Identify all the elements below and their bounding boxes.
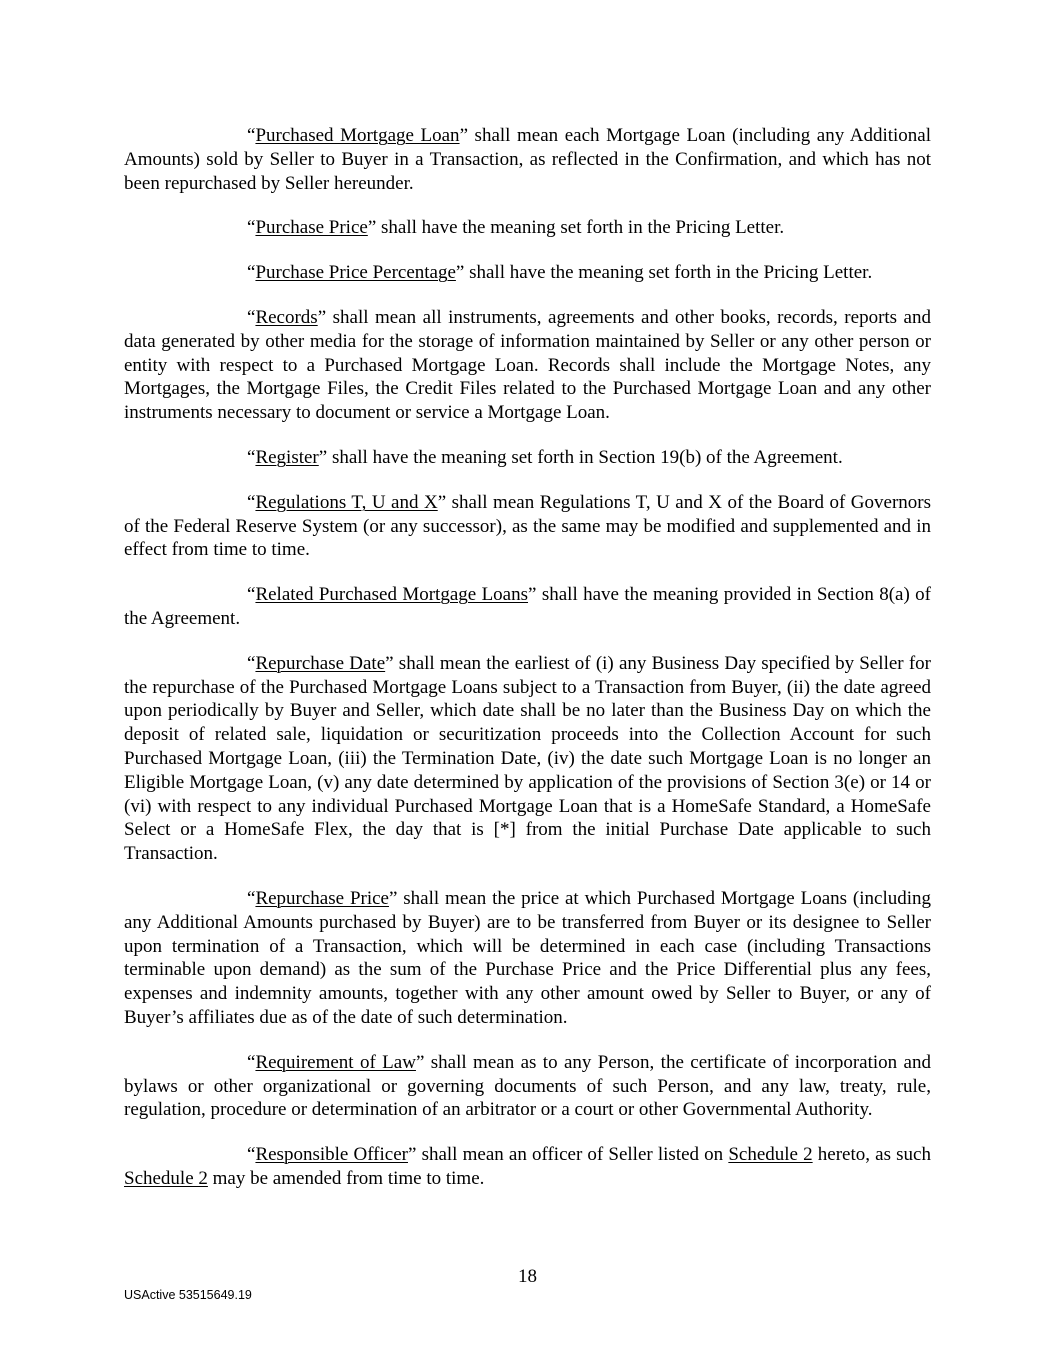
definition-repurchase-date: [124, 652, 931, 866]
open-quote: “: [247, 125, 256, 146]
document-id: USActive 53515649.19: [124, 1288, 252, 1302]
defined-term: Repurchase Price: [255, 887, 389, 909]
open-quote: “: [247, 446, 256, 468]
definition-text: may be amended from time to time.: [207, 1167, 485, 1189]
defined-term: Purchase Price: [255, 217, 368, 239]
defined-term: Related Purchased Mortgage Loans: [255, 584, 529, 606]
definition-text: ” shall mean the price at which Purchased Mortgage Loans (including any Additional Amounts purchased by Buyer) are to be transferred from Buyer or its designee to Seller upon termination of a Transaction, which will be determined in each case (including Transactions terminable upon demand) as the sum of the Purchase Price and the Price Differential plus any fees, expenses and indemnity amounts, together with any other amount owed by Seller to Buyer, or any of Buyer’s affiliates due as of the date of such determination.: [124, 887, 931, 1028]
definition-text: ” shall mean the earliest of (i) any Business Day specified by Seller for the repurchase of the Purchased Mortgage Loans subject to a Transaction from Buyer, (ii) the date agreed upon periodically by Buyer and Seller, which date shall be no later than the Business Day on which the deposit of related sale, liquidation or securitization proceeds into the Collection Account for such Purchased Mortgage Loan, (iii) the Termination Date, (iv) the date such Mortgage Loan is no longer an Eligible Mortgage Loan, (v) any date determined by application of the provisions of Section 3(e) or 14 or (vi) with respect to any individual Purchased Mortgage Loan that is a HomeSafe Standard, a HomeSafe Select or a HomeSafe Flex, the day that is [*] from the initial Purchase Date applicable to such Transaction.: [124, 652, 931, 865]
definition-related-purchased-mortgage-loans: [124, 583, 931, 631]
open-quote: “: [247, 652, 256, 674]
open-quote: “: [247, 306, 256, 328]
definition-purchased-mortgage-loan: [124, 124, 931, 195]
definition-text: ” shall have the meaning set forth in the Pricing Letter.: [367, 217, 785, 239]
open-quote: “: [247, 262, 256, 284]
open-quote: “: [247, 584, 256, 606]
definition-regulations-t-u-x: [124, 491, 931, 562]
definition-text: ” shall mean an officer of Seller listed on: [407, 1144, 729, 1166]
open-quote: “: [247, 1051, 256, 1073]
defined-term: Responsible Officer: [255, 1144, 408, 1166]
defined-term: Records: [255, 306, 318, 328]
definition-text: ” shall have the meaning set forth in Section 19(b) of the Agreement.: [318, 446, 843, 468]
definition-records: [124, 306, 931, 425]
defined-term: Purchased Mortgage Loan: [255, 125, 460, 146]
definition-text: ” shall have the meaning set forth in the Pricing Letter.: [455, 262, 873, 284]
defined-term: Purchase Price Percentage: [255, 262, 456, 284]
open-quote: “: [247, 217, 256, 239]
defined-term: Register: [255, 446, 319, 468]
defined-term: Regulations T, U and X: [255, 491, 438, 513]
definition-responsible-officer: [124, 1143, 931, 1191]
definition-purchase-price-percentage: [124, 261, 931, 285]
definition-purchase-price: [124, 216, 931, 240]
open-quote: “: [247, 887, 256, 909]
schedule-2-reference: Schedule 2: [124, 1167, 208, 1189]
definition-text: ” shall mean Regulations T, U and X of the Board of Governors of the Federal Reserve System (or any successor), as the same may be modified and supplemented and in effect from time to time.: [124, 491, 932, 561]
definition-text: ” shall mean all instruments, agreements and other books, records, reports and data generated by other media for the storage of information maintained by Seller or any other person or entity with respect to a Purchased Mortgage Loan. Records shall include the Mortgage Notes, any Mortgages, the Mortgage Files, the Credit Files related to the Purchased Mortgage Loan and any other instruments necessary to document or service a Mortgage Loan.: [124, 306, 931, 424]
definition-text: ” shall mean as to any Person, the certificate of incorporation and bylaws or other organizational or governing documents of such Person, and any law, treaty, rule, regulation, procedure or determination of an arbitrator or a court or other Governmental Authority.: [124, 1051, 931, 1121]
definition-register: [124, 446, 931, 470]
open-quote: “: [247, 1144, 256, 1166]
definition-text: hereto, as such: [812, 1144, 931, 1166]
definition-repurchase-price: [124, 887, 931, 1030]
schedule-2-reference: Schedule 2: [728, 1144, 813, 1166]
open-quote: “: [247, 491, 256, 513]
document-body: [124, 124, 931, 1212]
definition-text: ” shall mean each Mortgage Loan (including any Additional Amounts) sold by Seller to Buyer in a Transaction, as reflected in the Confirmation, and which has not been repurchased by Seller hereunder.: [124, 125, 931, 194]
defined-term: Requirement of Law: [255, 1051, 416, 1073]
definition-text: ” shall have the meaning provided in Section 8(a) of the Agreement.: [124, 584, 932, 629]
definition-requirement-of-law: [124, 1051, 931, 1122]
defined-term: Repurchase Date: [255, 652, 386, 674]
page-number: 18: [518, 1266, 537, 1287]
